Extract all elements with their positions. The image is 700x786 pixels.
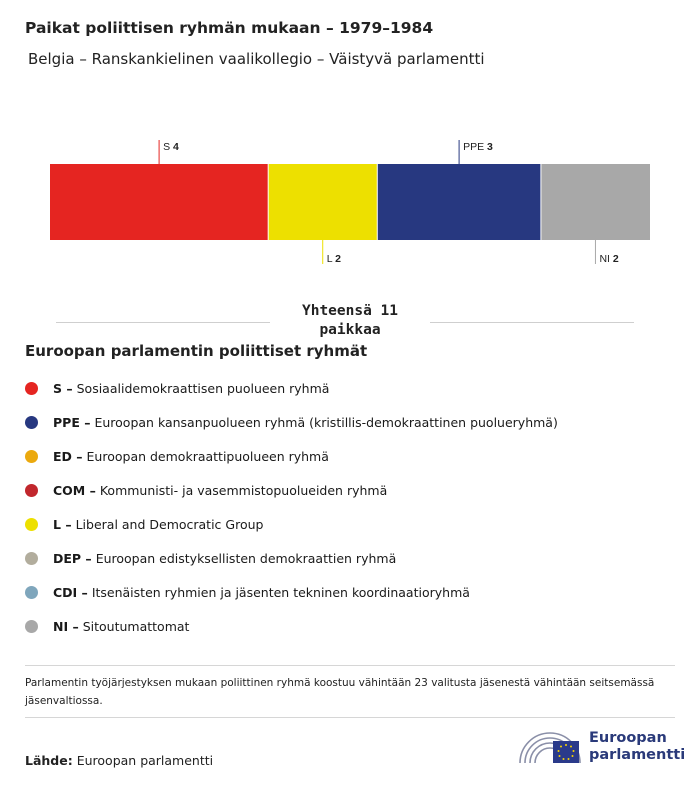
legend-abbreviation: DEP –: [53, 550, 92, 566]
bar-segment-l: [268, 164, 377, 240]
source-label: Lähde:: [25, 753, 73, 768]
chart-title: Paikat poliittisen ryhmän mukaan – 1979–1984: [25, 19, 434, 37]
legend-item: [25, 541, 558, 575]
legend-group-name: Euroopan demokraattipuolueen ryhmä: [86, 448, 329, 464]
legend-group-name: Euroopan edistyksellisten demokraattien ryhmä: [95, 550, 397, 566]
legend-abbreviation: PPE –: [53, 414, 91, 430]
bar-segment-ni: [541, 164, 650, 240]
segment-label-ni: NI 2: [599, 253, 619, 265]
legend-item: [25, 575, 558, 609]
source-value: Euroopan parlamentti: [76, 753, 214, 768]
note-top-divider: [25, 665, 675, 666]
legend-dot-icon: [25, 484, 38, 497]
legend-dot-icon: [25, 552, 38, 565]
legend-group-name: Itsenäisten ryhmien ja jäsenten tekninen koordinaatioryhmä: [91, 584, 470, 600]
legend-group-name: Kommunisti- ja vasemmistopuolueiden ryhmä: [99, 482, 388, 498]
source: [25, 753, 213, 768]
logo-line-2: parlamentti: [589, 747, 686, 763]
legend-dot-icon: [25, 586, 38, 599]
footnote: Parlamentin työjärjestyksen mukaan poliittinen ryhmä koostuu vähintään 23 valitusta jäsenestä vähintään seitsemässä jäsenvaltiossa.: [25, 677, 655, 707]
legend-group-name: Sosiaalidemokraattisen puolueen ryhmä: [76, 380, 330, 396]
legend-dot-icon: [25, 450, 38, 463]
legend-item: [25, 371, 558, 405]
total-divider-left: [56, 322, 272, 323]
legend-abbreviation: L –: [53, 516, 72, 532]
legend-group-name: Sitoutumattomat: [82, 618, 190, 634]
legend-dot-icon: [25, 620, 38, 633]
segment-label-l: L 2: [326, 253, 341, 265]
legend-abbreviation: ED –: [53, 448, 83, 464]
total-seats-label: Yhteensä 11 paikkaa: [270, 302, 430, 340]
legend-dot-icon: [25, 382, 38, 395]
note-bottom-divider: [25, 717, 675, 718]
legend: [25, 371, 558, 643]
legend-group-name: Euroopan kansanpuolueen ryhmä (kristillis-demokraattinen puolueryhmä): [94, 414, 558, 430]
legend-item: [25, 405, 558, 439]
legend-item: [25, 439, 558, 473]
segment-label-ppe: PPE 3: [463, 141, 493, 153]
legend-dot-icon: [25, 416, 38, 429]
seats-stacked-bar-chart: [0, 130, 700, 280]
bar-segment-s: [50, 164, 268, 240]
legend-abbreviation: S –: [53, 380, 73, 396]
bar-segment-ppe: [377, 164, 541, 240]
total-divider-right: [418, 322, 634, 323]
legend-abbreviation: CDI –: [53, 584, 88, 600]
legend-item: [25, 609, 558, 643]
legend-title: Euroopan parlamentin poliittiset ryhmät: [25, 342, 368, 360]
legend-abbreviation: COM –: [53, 482, 96, 498]
legend-group-name: Liberal and Democratic Group: [75, 516, 264, 532]
legend-dot-icon: [25, 518, 38, 531]
legend-item: [25, 473, 558, 507]
chart-subtitle: Belgia – Ranskankielinen vaalikollegio – Väistyvä parlamentti: [28, 50, 485, 68]
legend-abbreviation: NI –: [53, 618, 79, 634]
logo-line-1: Euroopan: [589, 730, 667, 746]
hemicycle-eu-flag-icon: [517, 727, 583, 767]
legend-item: [25, 507, 558, 541]
european-parliament-logo[interactable]: [517, 727, 685, 767]
segment-label-s: S 4: [163, 141, 179, 153]
